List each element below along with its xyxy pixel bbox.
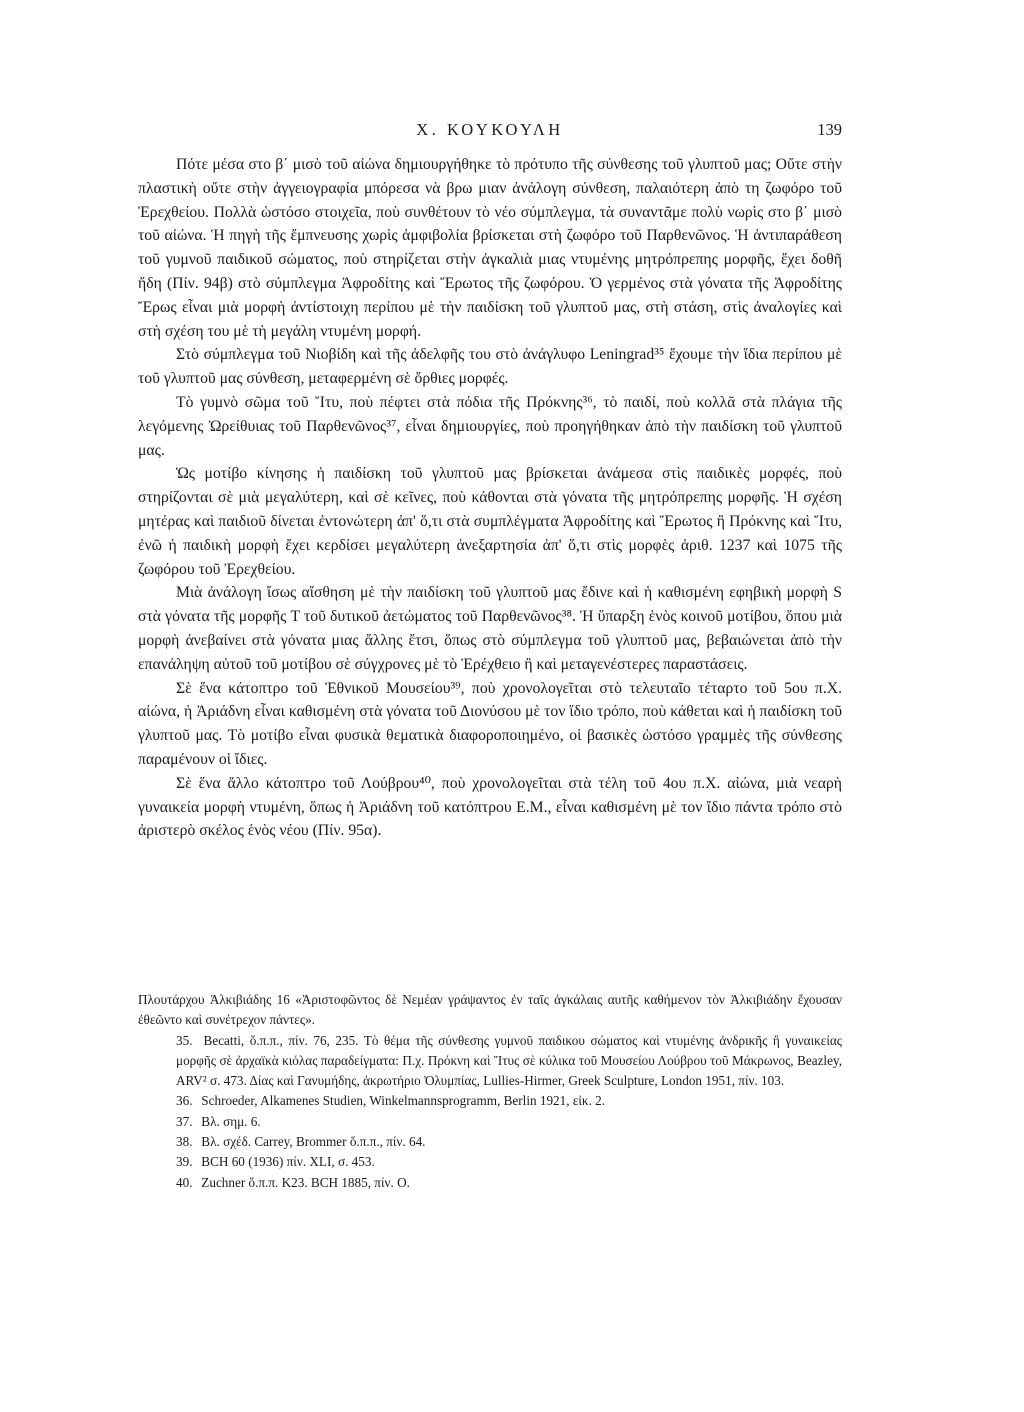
paragraph: Στὸ σύμπλεγμα τοῦ Νιοβίδη καὶ τῆς ἀδελφῆς του στὸ ἀνάγλυφο Leningrad³⁵ ἔχουμε τὴν ἴδια περίπου μὲ τοῦ γλυπτοῦ μας σύνθεση, μεταφερμένη σὲ ὄρθιες μορφές.: [138, 346, 842, 388]
footnote-40: [138, 1173, 842, 1193]
footnote-36: [138, 1091, 842, 1111]
paragraph: Σὲ ἕνα ἄλλο κάτοπτρο τοῦ Λούβρου⁴⁰, ποὺ χρονολογεῖται στὰ τέλη τοῦ 4ου π.Χ. αἰώνα, μιὰ νεαρὴ γυναικεία μορφὴ ντυμένη, ὅπως ἡ Ἀριάδνη τοῦ κατόπτρου Ε.Μ., εἶναι καθισμένη μὲ τον ἴδιο πάντα τρόπο στὸ ἀριστερὸ σκέλος ἑνὸς νέου (Πίν. 95α).: [138, 774, 842, 840]
footnote-number: 40.: [176, 1174, 193, 1190]
footnote-number: 36.: [176, 1093, 193, 1109]
footnote-number: 37.: [176, 1113, 193, 1129]
body-text: [138, 153, 842, 843]
paragraph: Σὲ ἕνα κάτοπτρο τοῦ Ἐθνικοῦ Μουσείου³⁹, ποὺ χρονολογεῖται στὸ τελευταῖο τέταρτο τοῦ 5ου π.Χ. αἰώνα, ἡ Ἀριάδνη εἶναι καθισμένη στὰ γόνατα τοῦ Διονύσου μὲ τον ἴδιο τρόπο, ποὺ κάθεται καὶ ἡ παιδίσκη τοῦ γλυπτοῦ μας. Τὸ μοτίβο εἶναι φυσικὰ θεματικὰ διαφοροποιημένο, οἱ βασικὲς ὡστόσο γραμμὲς τῆς σύνθεσης παραμένουν οἱ ἴδιες.: [138, 679, 842, 768]
paragraph: Τὸ γυμνὸ σῶμα τοῦ Ἴτυ, ποὺ πέφτει στὰ πόδια τῆς Πρόκνης³⁶, τὸ παιδί, ποὺ κολλᾶ στὰ πλάγια τῆς λεγόμενης Ὠρείθυιας τοῦ Παρθενῶνος³⁷, εἶναι δημιουργίες, ποὺ προηγήθηκαν ἀπὸ τὴν παιδίσκη τοῦ γλυπτοῦ μας.: [138, 393, 842, 459]
page-number: 139: [817, 120, 842, 139]
running-header: [138, 120, 842, 144]
footnote-text: Zuchner ὅ.π.π. Κ23. BCH 1885, πίν. Ο.: [201, 1174, 410, 1190]
paragraph: Μιὰ ἀνάλογη ἴσως αἴσθηση μὲ τὴν παιδίσκη τοῦ γλυπτοῦ μας ἔδινε καὶ ἡ καθισμένη εφηβικὴ μορφὴ S στὰ γόνατα τῆς μορφῆς T τοῦ δυτικοῦ ἀετώματος τοῦ Παρθενῶνος³⁸. Ἡ ὕπαρξη ἑνὸς κοινοῦ μοτίβου, ὅπου μιὰ μορφὴ ἀνεβαίνει στὰ γόνατα μιας ἄλλης ἔτσι, ὅπως στὸ σύμπλεγμα τοῦ γλυπτοῦ μας, βεβαιώνεται ἀπὸ τὴν επανάληψη αὐτοῦ τοῦ μοτίβου σὲ σύγχρονες μὲ τὸ Ἐρέχθειο ἢ καὶ μεταγενέστερες παραστάσεις.: [138, 584, 842, 673]
footnote-number: 35.: [176, 1032, 193, 1048]
footnote-text: Becatti, ὅ.π.π., πίν. 76, 235. Τὸ θέμα τῆς σύνθεσης γυμνοῦ παιδικου σώματος καὶ ντυμένης ἀνδρικῆς ἢ γυναικείας μορφῆς σὲ ἀρχαϊκὰ κιόλας παραδείγματα: Π.χ. Πρόκνη καὶ Ἴτυς σὲ κύλικα τοῦ Μουσείου Λούβρου τοῦ Μάκρωνος, Beazley, ARV² σ. 473. Δίας καὶ Γανυμήδης, ἀκρωτήριο Ὀλυμπίας, Lullies-Hirmer, Greek Sculpture, London 1951, πίν. 103.: [176, 1032, 842, 1089]
footnote-text: Βλ. σχέδ. Carrey, Brommer ὅ.π.π., πίν. 64.: [201, 1134, 426, 1150]
footnote-number: 38.: [176, 1134, 193, 1150]
footnote-text: BCH 60 (1936) πίν. XLI, σ. 453.: [201, 1154, 375, 1170]
footnote-text: Schroeder, Alkamenes Studien, Winkelmannsprogramm, Berlin 1921, εἰκ. 2.: [201, 1093, 606, 1109]
footnote-39: [138, 1152, 842, 1172]
footnote-38: [138, 1132, 842, 1152]
footnote-35: [138, 1031, 842, 1092]
footnote-text: Βλ. σημ. 6.: [201, 1113, 261, 1129]
footnote-37: [138, 1112, 842, 1132]
footnote-intro: Πλουτάρχου Ἀλκιβιάδης 16 «Ἀριστοφῶντος δὲ Νεμέαν γράψαντος ἐν ταῖς ἀγκάλαις αυτῆς καθήμενον τὸν Ἀλκιβιάδην ἔχουσαν ἐθεῶντο καὶ συνέτρεχον πάντες».: [138, 992, 842, 1028]
footnotes: [138, 990, 842, 1193]
footnote-number: 39.: [176, 1154, 193, 1170]
paragraph: Πότε μέσα στο β΄ μισὸ τοῦ αἰώνα δημιουργήθηκε τὸ πρότυπο τῆς σύνθεσης τοῦ γλυπτοῦ μας; Οὔτε στὴν πλαστικὴ οὔτε στὴν ἀγγειογραφία μπόρεσα νὰ βρω μιαν ἀνάλογη σύνθεση, παλαιότερη ἀπὸ τη ζωφόρο τοῦ Ἐρεχθείου. Πολλὰ ὡστόσο στοιχεῖα, ποὺ συνθέτουν τὸ νέο σύμπλεγμα, τὰ συναντᾶμε πολὺ νωρὶς στο β΄ μισὸ τοῦ αἰώνα. Ἡ πηγὴ τῆς ἔμπνευσης χωρὶς ἀμφιβολία βρίσκεται στὴ ζωφόρο τοῦ Παρθενῶνος. Ἡ ἀντιπαράθεση τοῦ γυμνοῦ παιδικοῦ σώματος, ποὺ στηρίζεται στὴν ἀγκαλιὰ μιας ντυμένης μητρόπρεπης μορφῆς, ἔχει δοθῆ ἤδη (Πίν. 94β) στὸ σύμπλεγμα Ἀφροδίτης καὶ Ἔρωτος τῆς ζωφόρου. Ὁ γερμένος στὰ γόνατα τῆς Ἀφροδίτης Ἔρως εἶναι μιὰ μορφὴ ἀντίστοιχη περίπου μὲ τὴν παιδίσκη τοῦ γλυπτοῦ μας, στὴ στάση, στὶς ἀναλογίες καὶ στὴ σχέση του μὲ τὴ μεγάλη ντυμένη μορφή.: [138, 156, 842, 340]
header-title: Χ. ΚΟΥΚΟΥΛΗ: [416, 120, 564, 139]
paragraph: Ὡς μοτίβο κίνησης ἡ παιδίσκη τοῦ γλυπτοῦ μας βρίσκεται ἀνάμεσα στὶς παιδικὲς μορφές, ποὺ στηρίζονται σὲ μιὰ μεγαλύτερη, καὶ σὲ κεῖνες, ποὺ κάθονται στὰ γόνατα τῆς μητρόπρεπης μορφῆς. Ἡ σχέση μητέρας καὶ παιδιοῦ δίνεται ἐντονώτερη ἀπ' ὅ,τι στὰ συμπλέγματα Ἀφροδίτης καὶ Ἔρωτος ἢ Πρόκνης καὶ Ἴτυ, ἐνῶ ἡ παιδικὴ μορφὴ ἔχει κερδίσει μεγαλύτερη ἀνεξαρτησία ἀπ' ὅ,τι στὶς μορφὲς ἀριθ. 1237 καὶ 1075 τῆς ζωφόρου τοῦ Ἐρεχθείου.: [138, 465, 842, 578]
